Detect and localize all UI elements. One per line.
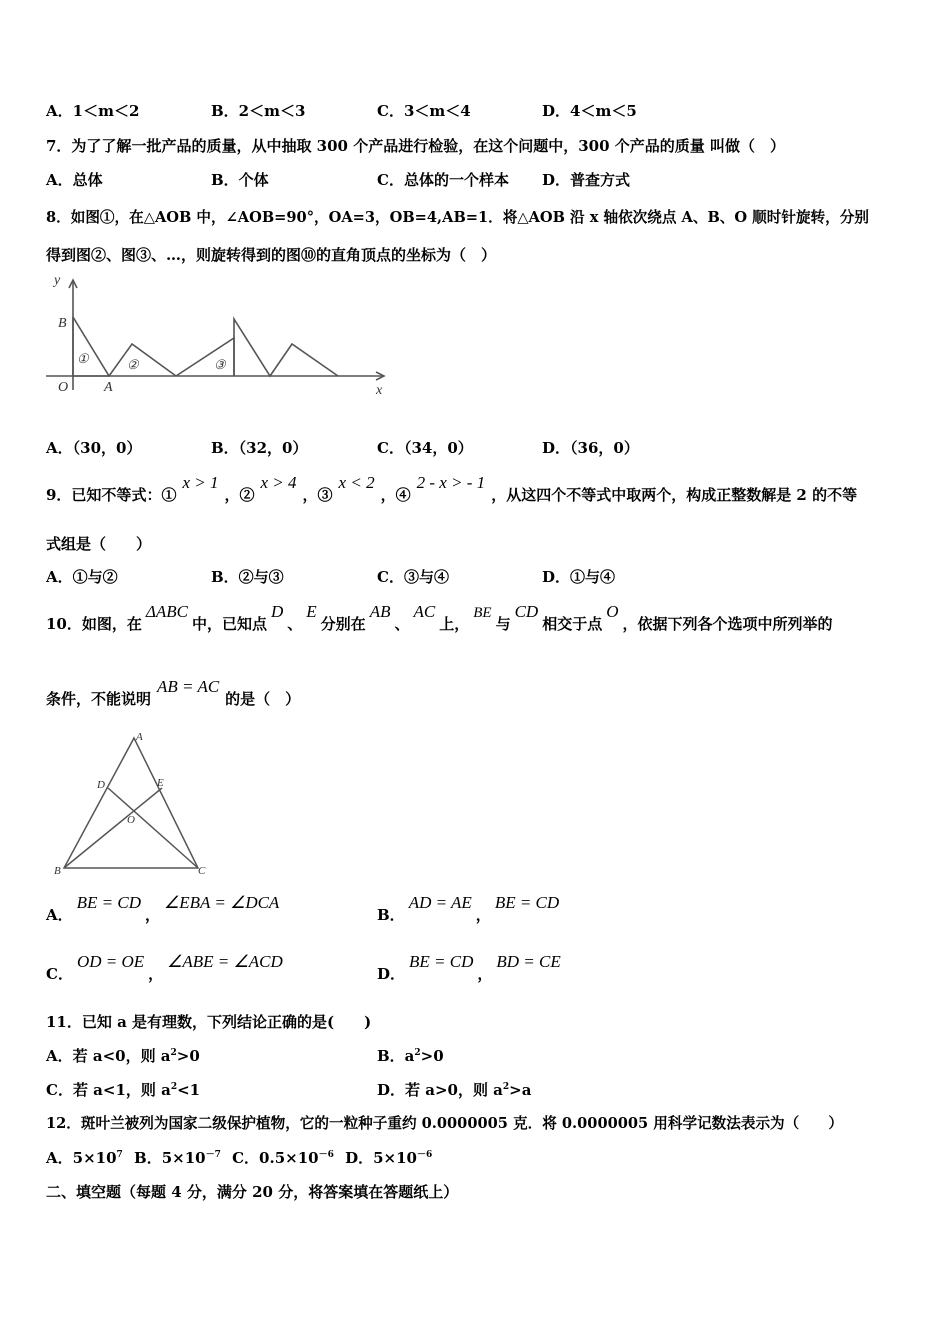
point-o-label: O (58, 380, 69, 395)
q8-option-c: C．（34，0） (377, 439, 473, 457)
q9-inequality-1: x > 1 (182, 473, 219, 492)
q8-stem-line1: 8．如图①，在△AOB 中，∠AOB=90°，OA=3，OB=4,AB=1．将△AOB 沿 x 轴依次绕点 A、B、O 顺时针旋转，分别 (46, 209, 869, 226)
q10-option-b-cond-1: AD = AE (408, 893, 472, 912)
q12-d-pre: D．5×10 (345, 1149, 417, 1167)
q11-option-c (46, 1080, 200, 1100)
q12-d-exp: －6 (416, 1150, 433, 1160)
q10-math-d: D (270, 602, 284, 621)
q10-math-e: E (306, 602, 317, 621)
section-2-heading: 二、填空题（每题 4 分，满分 20 分，将答案填在答题纸上） (46, 1183, 459, 1201)
q12-c-exp: －6 (318, 1150, 334, 1160)
q12-b-pre: B．5×10 (134, 1149, 206, 1167)
q10-triangle-figure (52, 728, 212, 878)
q6-option-a: A．1＜m＜2 (46, 102, 140, 120)
q10-option-d-comma: ， (477, 965, 493, 983)
figure-3-label: ③ (214, 357, 226, 372)
tri-point-o-label: O (127, 814, 135, 826)
q11-option-a (46, 1046, 200, 1066)
q12-options-row (46, 1148, 432, 1168)
q9-inequality-4: 2 - x > - 1 (416, 473, 486, 492)
q11-a-sup: 2 (170, 1048, 177, 1058)
q6-option-b: B．2＜m＜3 (211, 102, 306, 120)
q10-option-d-letter: D． (377, 965, 406, 983)
q12-stem: 12．斑叶兰被列为国家二级保护植物，它的一粒种子重约 0.0000005 克．将 0.0000005 用科学记数法表示为（ ） (46, 1115, 844, 1132)
q9-inequality-3: x < 2 (338, 473, 375, 492)
q10-text-5: 、 (394, 615, 410, 633)
q10-option-b-letter: B． (377, 906, 405, 924)
q9-option-a: A．①与② (46, 568, 118, 586)
q10-option-a-comma: ， (145, 906, 161, 924)
q11-d-sup: 2 (502, 1082, 510, 1092)
q10-option-a (46, 893, 283, 925)
q10-line2-text-2: 的是（ ） (225, 690, 301, 708)
q11-stem: 11．已知 a 是有理数，下列结论正确的是( ) (46, 1013, 372, 1031)
q7-stem: 7．为了了解一批产品的质量，从中抽取 300 个产品进行检验，在这个问题中，300 个产品的质量 叫做（ ） (46, 137, 785, 155)
q12-a-exp: 7 (116, 1150, 123, 1160)
q9-stem-line2: 式组是（ ） (46, 535, 152, 553)
q10-text-8: 相交于点 (542, 615, 603, 633)
q11-option-d (377, 1080, 531, 1100)
q12-option-d (345, 1149, 432, 1167)
q8-option-b: B．（32，0） (211, 439, 308, 457)
q7-option-d: D．普查方式 (542, 171, 631, 189)
q10-option-c-letter: C． (46, 965, 73, 983)
q12-c-pre: C．0.5×10 (232, 1149, 319, 1167)
q8-stem-line2: 得到图②、图③、…，则旋转得到的图⑩的直角顶点的坐标为（ ） (46, 246, 497, 264)
point-a-label: A (104, 380, 113, 395)
q11-a-pre: A．若 a<0，则 a (46, 1047, 171, 1065)
q8-option-d: D．（36，0） (542, 439, 639, 457)
x-axis-label: x (376, 383, 383, 398)
q10-option-c-cond-2: ∠ABE = ∠ACD (167, 952, 283, 971)
q12-option-c (232, 1149, 334, 1167)
q12-option-a (46, 1149, 123, 1167)
q10-text-4: 分别在 (320, 615, 366, 633)
q9-option-b: B．②与③ (211, 568, 284, 586)
q10-option-b-cond-2: BE = CD (494, 893, 560, 912)
point-b-label: B (58, 316, 67, 331)
q10-math-o: O (606, 602, 619, 621)
q9-option-d: D．①与④ (542, 568, 616, 586)
q8-rotation-figure (42, 272, 392, 400)
q12-option-b (134, 1149, 221, 1167)
q10-math-ac: AC (413, 602, 436, 621)
q11-c-post: <1 (177, 1081, 201, 1099)
q10-text-7: 与 (495, 615, 511, 633)
q10-option-d (377, 952, 565, 984)
q10-math-cd: CD (514, 602, 539, 621)
q11-b-sup: 2 (414, 1048, 421, 1058)
q6-option-d: D．4＜m＜5 (542, 102, 637, 120)
q10-option-d-cond-1: BE = CD (409, 952, 474, 971)
q9-sep-4: ，④ (380, 486, 411, 504)
q10-option-a-letter: A． (46, 906, 73, 924)
q10-text-2: 中，已知点 (191, 615, 267, 633)
q10-stem-line2 (46, 677, 301, 709)
q11-c-sup: 2 (170, 1082, 178, 1092)
q10-text-1: 10．如图，在 (46, 615, 142, 633)
tri-point-c-label: C (198, 865, 206, 877)
q11-b-post: >0 (420, 1047, 444, 1065)
q8-option-a: A．（30，0） (46, 439, 142, 457)
q10-text-9: ，依据下列各个选项中所列举的 (622, 615, 833, 633)
q10-math-be: BE (473, 605, 492, 621)
q9-stem-suffix: ，从这四个不等式中取两个，构成正整数解是 2 的不等 (491, 486, 858, 504)
q11-d-post: >a (509, 1081, 532, 1099)
tri-point-e-label: E (157, 777, 164, 789)
q11-c-pre: C．若 a<1，则 a (46, 1081, 171, 1099)
q10-math-ab: AB (369, 602, 391, 621)
q10-stem-line1 (46, 602, 833, 635)
y-axis-label: y (54, 273, 61, 288)
tri-point-b-label: B (54, 865, 61, 877)
q11-a-post: >0 (176, 1047, 200, 1065)
q11-d-pre: D．若 a>0，则 a (377, 1081, 503, 1099)
q10-math-abc: ΔABC (145, 602, 188, 621)
q10-option-b (377, 893, 563, 925)
q10-option-c-comma: ， (148, 965, 164, 983)
q10-option-a-cond-1: BE = CD (76, 893, 141, 912)
figure-2-label: ② (127, 357, 139, 372)
q12-b-exp: －7 (205, 1150, 221, 1160)
tri-point-a-label: A (136, 731, 143, 743)
q9-sep-3: ，③ (302, 486, 333, 504)
q7-option-a: A．总体 (46, 171, 103, 189)
q11-b-pre: B．a (377, 1047, 415, 1065)
q11-option-b (377, 1046, 444, 1066)
q12-a-pre: A．5×10 (46, 1149, 117, 1167)
q10-text-6: 上， (439, 615, 470, 633)
q7-option-c: C．总体的一个样本 (377, 171, 509, 189)
q10-option-c (46, 952, 287, 984)
q9-sep-2: ，② (224, 486, 255, 504)
q9-stem-prefix: 9．已知不等式：① (46, 486, 177, 504)
figure-1-label: ① (77, 351, 89, 366)
q10-text-3: 、 (287, 615, 303, 633)
q10-option-d-cond-2: BD = CE (496, 952, 561, 971)
q10-option-b-comma: ， (475, 906, 491, 924)
q7-option-b: B．个体 (211, 171, 269, 189)
q10-math-ab-eq-ac: AB = AC (157, 677, 220, 696)
q10-option-c-cond-1: OD = OE (76, 952, 145, 971)
q10-line2-text-1: 条件，不能说明 (46, 690, 152, 708)
q9-stem-line1 (46, 473, 858, 505)
tri-point-d-label: D (97, 779, 105, 791)
q9-inequality-2: x > 4 (260, 473, 297, 492)
q6-option-c: C．3＜m＜4 (377, 102, 471, 120)
q10-option-a-cond-2: ∠EBA = ∠DCA (164, 893, 280, 912)
q9-option-c: C．③与④ (377, 568, 449, 586)
